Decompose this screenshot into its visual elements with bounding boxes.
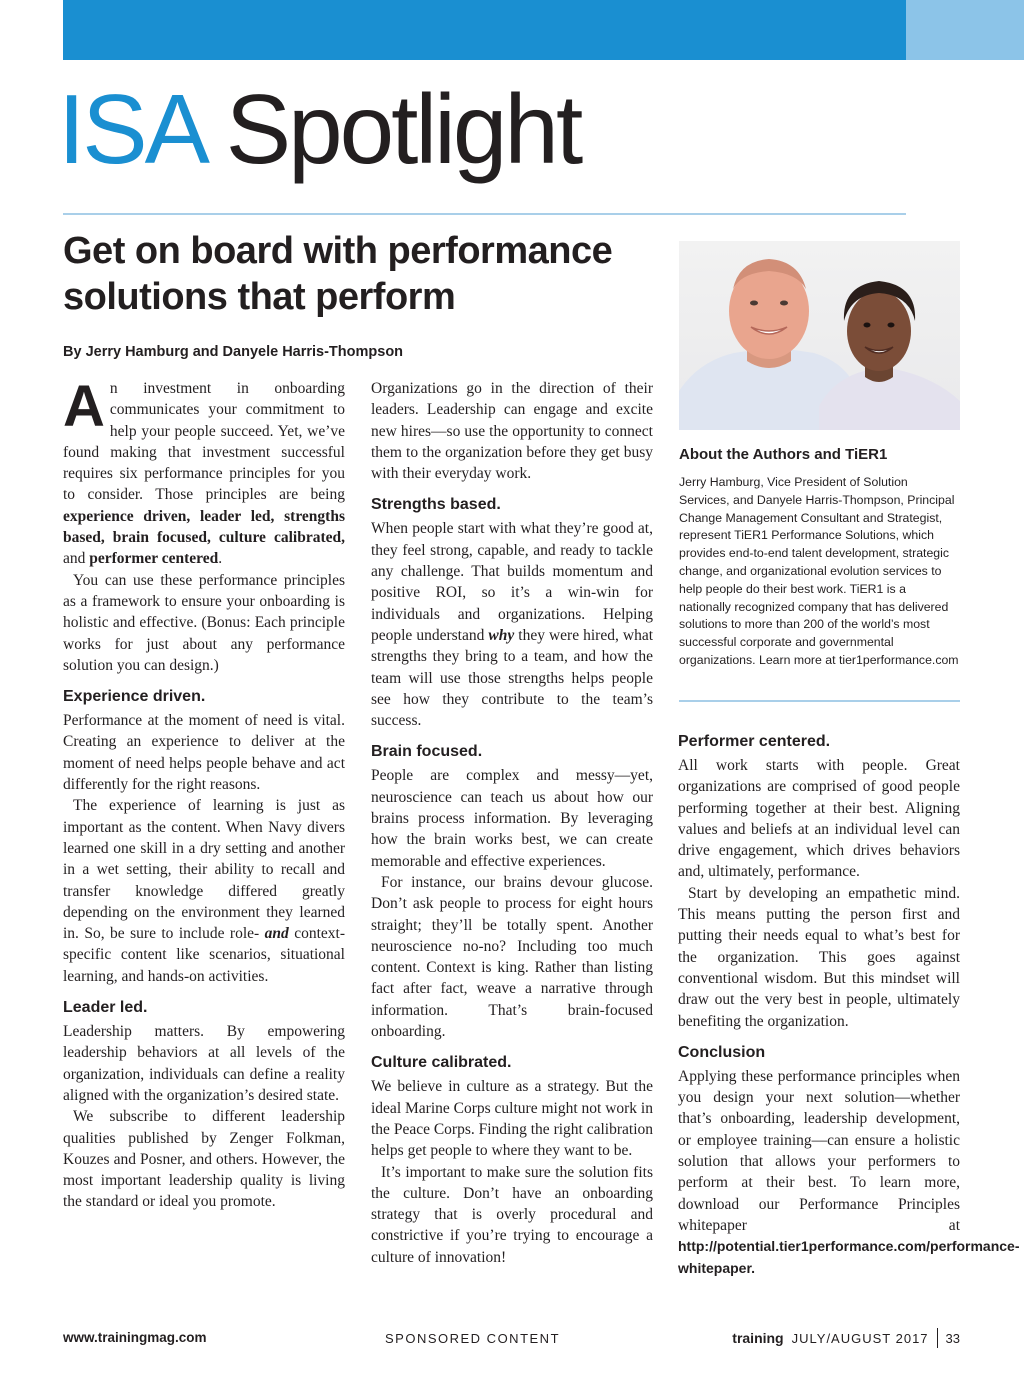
- leader-paragraph-2: We subscribe to different leadership qualities published by Zenger Folkman, Kouzes and Posner, and others. However, the most important leadership quality is living the standard or ideal you promote.: [63, 1108, 345, 1211]
- leader-paragraph-1: Leadership matters. By empowering leadership behaviors at all levels of the organization, individuals can define a reality aligned with the organization’s desired state.: [63, 1023, 345, 1104]
- article-headline: Get on board with performance solutions that perform: [63, 230, 613, 318]
- intro-principles: experience driven, leader led, strengths based, brain focused, culture calibrated,: [63, 507, 345, 547]
- experience-text-b: context-specific content like scenarios, situational learning, and hands-on activities.: [63, 925, 345, 985]
- authors-photo-illustration: [679, 241, 960, 430]
- experience-text-a: The experience of learning is just as important as the content. When Navy divers learned one skill in a dry setting and another in a wet setting, their ability to recall and transfer knowledge differed greatly depending on the environment they learned in. So, be sure to include role-: [63, 797, 345, 943]
- footer-sponsored-label: SPONSORED CONTENT: [385, 1331, 561, 1346]
- about-divider: [679, 700, 960, 702]
- performer-paragraph-2: Start by developing an empathetic mind. This means putting the person first and putting their needs equal to what’s best for the organization. This goes against conventional wisdom. But this mindset will draw out the very best in people, ultimately benefiting the organization.: [678, 884, 960, 1030]
- brain-heading: Brain focused.: [371, 743, 483, 761]
- performer-heading: Performer centered.: [678, 733, 831, 750]
- page-number: 33: [945, 1330, 960, 1346]
- about-heading: About the Authors and TiER1: [679, 446, 888, 463]
- culture-paragraph-1: We believe in culture as a strategy. But the ideal Marine Corps culture might not work in the Peace Corps. Finding the right calibration helps get people to where they want to be.: [371, 1078, 653, 1160]
- whitepaper-link[interactable]: http://potential.tier1performance.com/performance-whitepaper.: [678, 1238, 1020, 1276]
- title-divider: [63, 213, 906, 215]
- header-color-bar-accent: [906, 0, 1024, 60]
- article-column-2: [371, 378, 653, 1268]
- experience-heading: Experience driven.: [63, 688, 206, 706]
- intro-text-3: .: [218, 550, 223, 568]
- strengths-text-b: they were hired, what strengths they bring to a team, and how the team will use those strengths helps people see how they contribute to the team’s success.: [371, 626, 654, 730]
- strengths-paragraph: [371, 518, 653, 731]
- intro-principle-last: performer centered: [89, 550, 219, 568]
- strengths-text-a: When people start with what they’re good at, they feel strong, capable, and ready to tackle any challenge. That builds momentum and positive ROI, so it’s a win-win for individuals and organizations. Helping people understand: [371, 520, 653, 644]
- footer-folio: [732, 1328, 960, 1348]
- framework-paragraph: You can use these performance principles as a framework to ensure your onboarding is holistic and effective. (Bonus: Each principle works for just about any performance solution you can design.): [63, 571, 345, 674]
- strengths-emphasis: why: [488, 626, 515, 644]
- article-column-1: [63, 374, 345, 1213]
- intro-paragraph: [63, 374, 345, 570]
- footer-separator: [937, 1328, 938, 1348]
- authors-photo: [679, 241, 960, 430]
- culture-paragraph-2: It’s important to make sure the solution fits the culture. Don’t have an onboarding strategy that is overly procedural and constrictive if you’re trying to encourage a culture of innovation!: [371, 1163, 653, 1266]
- conclusion-paragraph: [678, 1066, 1020, 1279]
- intro-text-2: and: [63, 550, 90, 568]
- footer-website[interactable]: www.trainingmag.com: [63, 1330, 207, 1345]
- drop-cap: A: [63, 374, 105, 439]
- strengths-heading: Strengths based.: [371, 496, 501, 514]
- footer-issue: JULY/AUGUST 2017: [791, 1330, 929, 1346]
- article-column-3: [678, 732, 1020, 1279]
- conclusion-text: Applying these performance principles when you design your next solution—whether that’s onboarding, leadership development, or employee training—can ensure a holistic solution that allows your performers to perform at their best. To learn more, download our Performance Principles whitepaper at: [678, 1067, 960, 1234]
- section-title: [58, 70, 580, 188]
- article-byline: By Jerry Hamburg and Danyele Harris-Thompson: [63, 344, 404, 360]
- header-color-bar: [63, 0, 906, 60]
- performer-paragraph-1: All work starts with people. Great organizations are comprised of good people performing together at their best. Aligning values and beliefs at an individual level can drive engagement, which drives behaviors and, ultimately, performance.: [678, 757, 960, 881]
- brain-paragraph-1: People are complex and messy—yet, neuroscience can teach us about how our brains process information. By leveraging how the brain works best, we can create memorable and effective experiences.: [371, 767, 653, 870]
- intro-text-1: n investment in onboarding communicates your commitment to help your people succeed. Yet, we’ve found making that investment successful requires six performance principles for you to consider. Those principles are being: [63, 380, 345, 504]
- about-text: Jerry Hamburg, Vice President of Solution Services, and Danyele Harris-Thompson, Principal Change Management Consultant and Strategist, represent TiER1 Performance Solutions, which provides end-to-end talent development, strategic change, and organizational evolution services to help people do their best work. TiER1 is a nationally recognized company that has delivered solutions to more than 200 of the world’s most successful corporate and governmental organizations. Learn more at tier1performance.com: [679, 475, 959, 667]
- leader-heading: Leader led.: [63, 999, 148, 1017]
- brain-paragraph-2: For instance, our brains devour glucose. Don’t ask people to process for eight hours straight; they’ll be totally spent. Another neuroscience no-no? Including too much content. Context is king. Rather than listing fact after fact, weave a narrative through information. That’s brain-focused onboarding.: [371, 873, 653, 1041]
- culture-heading: Culture calibrated.: [371, 1054, 512, 1072]
- section-title-isa: ISA: [58, 74, 202, 184]
- experience-emphasis: and: [264, 925, 289, 943]
- experience-paragraph-1: Performance at the moment of need is vital. Creating an experience to deliver at the moment of need helps people behave and act differently for the right reasons.: [63, 712, 345, 794]
- footer-brand: training: [732, 1330, 784, 1346]
- leader-continuation: Organizations go in the direction of their leaders. Leadership can engage and excite new hires—so use the opportunity to connect them to the organization before they get busy with their everyday work.: [371, 380, 653, 483]
- conclusion-heading: Conclusion: [678, 1043, 766, 1061]
- section-title-spotlight: Spotlight: [201, 74, 581, 184]
- experience-paragraph-2: [63, 795, 345, 987]
- about-authors-box: [679, 445, 960, 670]
